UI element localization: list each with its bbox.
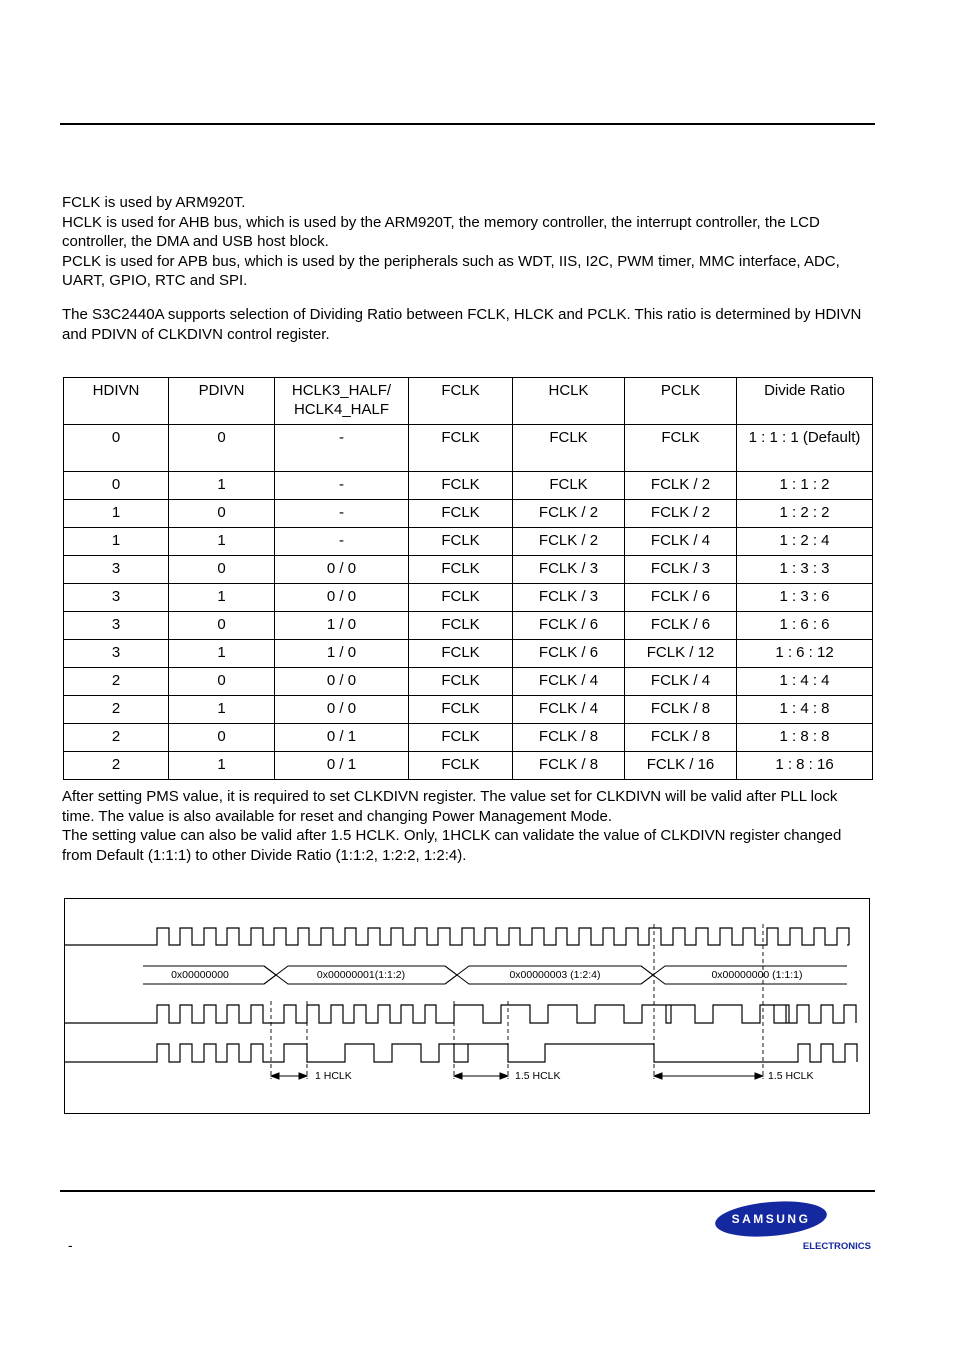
table-row — [64, 696, 873, 724]
cell-fclk: FCLK — [409, 556, 513, 584]
header-pclk: PCLK — [625, 378, 737, 425]
cell-hclk: FCLK / 4 — [513, 696, 625, 724]
cell-fclk: FCLK — [409, 668, 513, 696]
cell-divide-ratio: 1 : 1 : 1 (Default) — [737, 425, 873, 472]
cell-divide-ratio: 1 : 8 : 8 — [737, 724, 873, 752]
cell-divide-ratio: 1 : 4 : 4 — [737, 668, 873, 696]
cell-pclk: FCLK / 6 — [625, 584, 737, 612]
cell-fclk: FCLK — [409, 500, 513, 528]
bus-segment-2 — [264, 966, 276, 984]
cell-divide-ratio: 1 : 4 : 8 — [737, 696, 873, 724]
bus-value-3: 0x00000003 (1:2:4) — [509, 969, 601, 981]
arrowhead — [271, 1073, 279, 1079]
cell-divide-ratio: 1 : 1 : 2 — [737, 472, 873, 500]
cell-pdivn: 0 — [169, 612, 275, 640]
fclk-pulses — [65, 928, 849, 945]
ratio-intro-text — [62, 305, 867, 344]
cell-hclk-half: - — [275, 472, 409, 500]
cell-hclk-half: - — [275, 500, 409, 528]
header-hclk-half: HCLK3_HALF/ HCLK4_HALF — [275, 378, 409, 425]
cell-hdivn: 3 — [64, 556, 169, 584]
cell-pclk: FCLK / 16 — [625, 752, 737, 780]
cell-pdivn: 1 — [169, 640, 275, 668]
cell-hclk: FCLK / 3 — [513, 584, 625, 612]
bus-value-2: 0x00000001(1:1:2) — [316, 969, 406, 981]
arrowhead — [454, 1073, 462, 1079]
table-row — [64, 425, 873, 472]
timing-diagram-svg — [65, 899, 871, 1115]
cell-pclk: FCLK / 4 — [625, 528, 737, 556]
header-hdivn: HDIVN — [64, 378, 169, 425]
cell-pclk: FCLK / 4 — [625, 668, 737, 696]
cell-hclk: FCLK — [513, 425, 625, 472]
cell-divide-ratio: 1 : 8 : 16 — [737, 752, 873, 780]
header-divide-ratio: Divide Ratio — [737, 378, 873, 425]
table-row — [64, 556, 873, 584]
cell-hclk: FCLK / 8 — [513, 752, 625, 780]
cell-hdivn: 0 — [64, 425, 169, 472]
cell-hclk-half: 0 / 0 — [275, 584, 409, 612]
cell-fclk: FCLK — [409, 612, 513, 640]
table-row — [64, 668, 873, 696]
cell-hclk: FCLK / 6 — [513, 640, 625, 668]
cell-divide-ratio: 1 : 2 : 4 — [737, 528, 873, 556]
cell-hclk: FCLK / 4 — [513, 668, 625, 696]
cell-fclk: FCLK — [409, 528, 513, 556]
bus-value-4: 0x00000000 (1:1:1) — [711, 969, 803, 981]
table-row — [64, 500, 873, 528]
table-header-row — [64, 378, 873, 425]
cell-hclk-half: 0 / 1 — [275, 724, 409, 752]
cell-hdivn: 1 — [64, 500, 169, 528]
cell-pclk: FCLK / 8 — [625, 724, 737, 752]
table-row — [64, 584, 873, 612]
cell-hclk-half: 0 / 0 — [275, 668, 409, 696]
pclk-waveform — [65, 1044, 857, 1062]
cell-divide-ratio: 1 : 3 : 3 — [737, 556, 873, 584]
cell-hdivn: 2 — [64, 696, 169, 724]
cell-hclk-half: - — [275, 425, 409, 472]
delay-label-2: 1.5 HCLK — [515, 1070, 561, 1082]
cell-hclk-half: 1 / 0 — [275, 640, 409, 668]
cell-fclk: FCLK — [409, 640, 513, 668]
hclk-waveform — [65, 1005, 856, 1023]
cell-divide-ratio: 1 : 3 : 6 — [737, 584, 873, 612]
cell-pdivn: 0 — [169, 556, 275, 584]
pclk-usage-line: PCLK is used for APB bus, which is used by the peripherals such as WDT, IIS, I2C, PWM timer, MMC interface, ADC, UART, GPIO, RTC and SPI. — [62, 252, 840, 290]
cell-hdivn: 0 — [64, 472, 169, 500]
delay-label-1: 1 HCLK — [315, 1070, 352, 1082]
header-rule — [60, 123, 875, 125]
samsung-logo — [714, 1198, 874, 1259]
cell-hclk: FCLK / 2 — [513, 528, 625, 556]
cell-hclk: FCLK / 3 — [513, 556, 625, 584]
cell-hclk: FCLK / 2 — [513, 500, 625, 528]
clkdivn-note-2: The setting value can also be valid after 1.5 HCLK. Only, 1HCLK can validate the value of CLKDIVN register changed from Default (1:1:1) to other Divide Ratio (1:1:2, 1:2:2, 1:2:4). — [62, 827, 842, 864]
header-pdivn: PDIVN — [169, 378, 275, 425]
clkdivn-note-1: After setting PMS value, it is required to set CLKDIVN register. The value set for CLKDIVN will be valid after PLL lock time. The value is also available for reset and changing Power Management Mode. — [62, 788, 838, 825]
header-fclk: FCLK — [409, 378, 513, 425]
cell-pclk: FCLK / 2 — [625, 472, 737, 500]
cell-pdivn: 0 — [169, 724, 275, 752]
cell-hclk: FCLK / 6 — [513, 612, 625, 640]
cell-hdivn: 3 — [64, 612, 169, 640]
cell-pdivn: 1 — [169, 752, 275, 780]
table-row — [64, 528, 873, 556]
header-hclk: HCLK — [513, 378, 625, 425]
cell-pdivn: 1 — [169, 472, 275, 500]
arrowhead — [299, 1073, 307, 1079]
cell-pdivn: 0 — [169, 668, 275, 696]
cell-pclk: FCLK / 12 — [625, 640, 737, 668]
table-row — [64, 640, 873, 668]
ratio-intro-paragraph: The S3C2440A supports selection of Dividing Ratio between FCLK, HLCK and PCLK. This ratio is determined by HDIVN and PDIVN of CLKDIVN control register. — [62, 306, 862, 343]
cell-hclk: FCLK / 8 — [513, 724, 625, 752]
table-body — [64, 425, 873, 780]
cell-pdivn: 0 — [169, 500, 275, 528]
hclk-usage-line: HCLK is used for AHB bus, which is used by the ARM920T, the memory controller, the interrupt controller, the LCD controller, the DMA and USB host block. — [62, 213, 820, 251]
hclk-pulses — [65, 1005, 856, 1023]
divide-ratio-table — [63, 377, 873, 780]
cell-pclk: FCLK / 6 — [625, 612, 737, 640]
table-row — [64, 472, 873, 500]
cell-fclk: FCLK — [409, 752, 513, 780]
cell-pdivn: 1 — [169, 584, 275, 612]
cell-pdivn: 0 — [169, 425, 275, 472]
table-row — [64, 612, 873, 640]
cell-hclk-half: 1 / 0 — [275, 612, 409, 640]
arrowhead — [755, 1073, 763, 1079]
pclk-pulses — [65, 1044, 857, 1062]
cell-hdivn: 2 — [64, 724, 169, 752]
cell-hdivn: 2 — [64, 668, 169, 696]
cell-hclk: FCLK — [513, 472, 625, 500]
logo-wordmark: SAMSUNG — [731, 1212, 811, 1226]
page-number: - — [68, 1237, 73, 1253]
cell-hdivn: 1 — [64, 528, 169, 556]
cell-hclk-half: - — [275, 528, 409, 556]
cell-hclk-half: 0 / 0 — [275, 696, 409, 724]
arrowhead — [654, 1073, 662, 1079]
clkdivn-notes — [62, 787, 867, 865]
cell-hclk-half: 0 / 1 — [275, 752, 409, 780]
table-row — [64, 724, 873, 752]
cell-fclk: FCLK — [409, 425, 513, 472]
cell-hdivn: 3 — [64, 584, 169, 612]
logo-subtitle: ELECTRONICS — [802, 1241, 871, 1252]
cell-hdivn: 3 — [64, 640, 169, 668]
clkdivn-timing-diagram — [64, 898, 870, 1114]
cell-pclk: FCLK / 3 — [625, 556, 737, 584]
cell-fclk: FCLK — [409, 724, 513, 752]
cell-divide-ratio: 1 : 6 : 12 — [737, 640, 873, 668]
cell-pclk: FCLK — [625, 425, 737, 472]
cell-fclk: FCLK — [409, 584, 513, 612]
delay-label-3: 1.5 HCLK — [768, 1070, 814, 1082]
cell-pdivn: 1 — [169, 528, 275, 556]
cell-pclk: FCLK / 2 — [625, 500, 737, 528]
cell-fclk: FCLK — [409, 696, 513, 724]
cell-divide-ratio: 1 : 2 : 2 — [737, 500, 873, 528]
bus-value-1: 0x00000000 — [171, 969, 229, 981]
cell-hdivn: 2 — [64, 752, 169, 780]
arrowhead — [500, 1073, 508, 1079]
cell-pclk: FCLK / 8 — [625, 696, 737, 724]
fclk-waveform — [65, 928, 849, 945]
cell-hclk-half: 0 / 0 — [275, 556, 409, 584]
cell-pdivn: 1 — [169, 696, 275, 724]
cell-fclk: FCLK — [409, 472, 513, 500]
footer-rule — [60, 1190, 875, 1192]
clock-usage-text — [62, 193, 867, 291]
table-row — [64, 752, 873, 780]
cell-divide-ratio: 1 : 6 : 6 — [737, 612, 873, 640]
fclk-usage-line: FCLK is used by ARM920T. — [62, 194, 246, 211]
